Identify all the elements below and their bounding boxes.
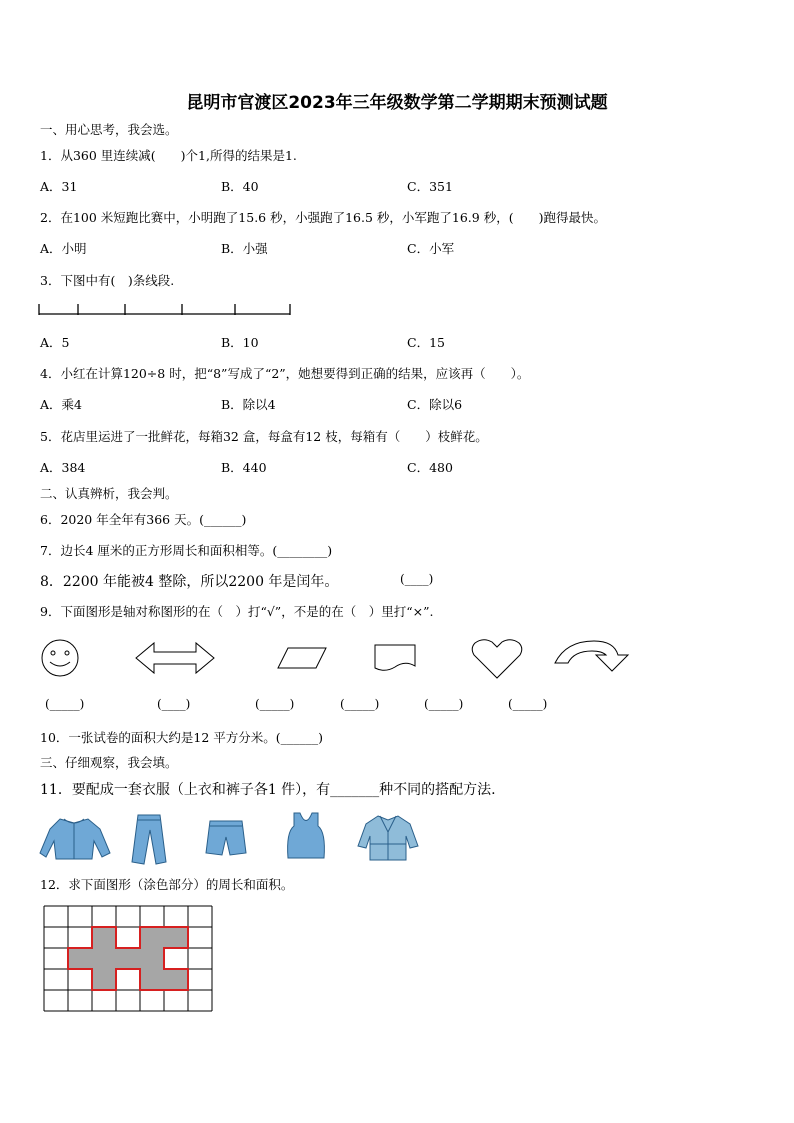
q8-answer-blank: (____) (400, 572, 434, 586)
double-arrow-icon (134, 640, 218, 676)
parallelogram-icon (276, 645, 330, 671)
smiley-face-icon (38, 637, 84, 679)
q5-option-c: C．480 (407, 460, 453, 475)
question-12: 12．求下面图形（涂色部分）的周长和面积。 (40, 877, 294, 892)
wavy-flag-icon (372, 642, 418, 674)
question-6: 6．2020 年全年有366 天。(______) (40, 512, 247, 527)
question-10: 10．一张试卷的面积大约是12 平方分米。(______) (40, 730, 324, 745)
q3-option-b: B．10 (221, 335, 259, 350)
shaded-grid-figure (43, 905, 219, 1013)
question-7: 7．边长4 厘米的正方形周长和面积相等。(________) (40, 543, 333, 558)
q9-blank-6: (_____) (508, 697, 548, 711)
q5-option-b: B．440 (221, 460, 267, 475)
q4-option-a: A．乘4 (40, 397, 82, 412)
q9-blank-3: (_____) (255, 697, 295, 711)
q2-option-c: C．小军 (407, 241, 455, 256)
q1-option-a: A．31 (40, 179, 78, 194)
section-1-heading: 一、用心思考，我会选。 (40, 122, 178, 137)
question-2: 2．在100 米短跑比赛中，小明跑了15.6 秒，小强跑了16.5 秒，小军跑了16.9 秒，( )跑得最快。 (40, 210, 606, 225)
shorts-icon (204, 817, 248, 859)
q3-option-a: A．5 (40, 335, 70, 350)
question-3: 3．下图中有( )条线段. (40, 273, 175, 288)
q1-option-c: C．351 (407, 179, 453, 194)
question-5: 5．花店里运进了一批鲜花，每箱32 盒，每盒有12 枝，每箱有（ ）枝鲜花。 (40, 429, 488, 444)
section-2-heading: 二、认真辨析，我会判。 (40, 486, 178, 501)
vest-icon (284, 810, 328, 862)
question-1: 1．从360 里连续减( )个1,所得的结果是1. (40, 148, 297, 163)
q2-option-b: B．小强 (221, 241, 268, 256)
question-4: 4．小红在计算120÷8 时，把“8”写成了“2”，她想要得到正确的结果，应该再（ ）。 (40, 366, 530, 381)
q2-option-a: A．小明 (40, 241, 87, 256)
q9-blank-1: (_____) (45, 697, 85, 711)
section-3-heading: 三、仔细观察，我会填。 (40, 755, 178, 770)
heart-icon (470, 638, 524, 682)
q4-option-c: C．除以6 (407, 397, 463, 412)
line-segment-figure (36, 300, 296, 318)
q9-blank-4: (_____) (340, 697, 380, 711)
trousers-icon (126, 812, 170, 866)
q9-blank-5: (_____) (424, 697, 464, 711)
jacket-icon (38, 815, 112, 863)
page-title: 昆明市官渡区2023年三年级数学第二学期期末预测试题 (186, 93, 608, 113)
question-9: 9．下面图形是轴对称图形的在（ ）打“√”，不是的在（ ）里打“×”. (40, 604, 434, 619)
q3-option-c: C．15 (407, 335, 445, 350)
shaded-region (68, 927, 188, 990)
q5-option-a: A．384 (40, 460, 86, 475)
curved-arrow-icon (552, 637, 632, 675)
question-11: 11．要配成一套衣服（上衣和裤子各1 件），有_______种不同的搭配方法. (40, 782, 496, 798)
coat-icon (356, 812, 420, 864)
q4-option-b: B．除以4 (221, 397, 276, 412)
q9-blank-2: (____) (157, 697, 191, 711)
q1-option-b: B．40 (221, 179, 259, 194)
question-8: 8．2200 年能被4 整除，所以2200 年是闰年。 (40, 574, 339, 590)
